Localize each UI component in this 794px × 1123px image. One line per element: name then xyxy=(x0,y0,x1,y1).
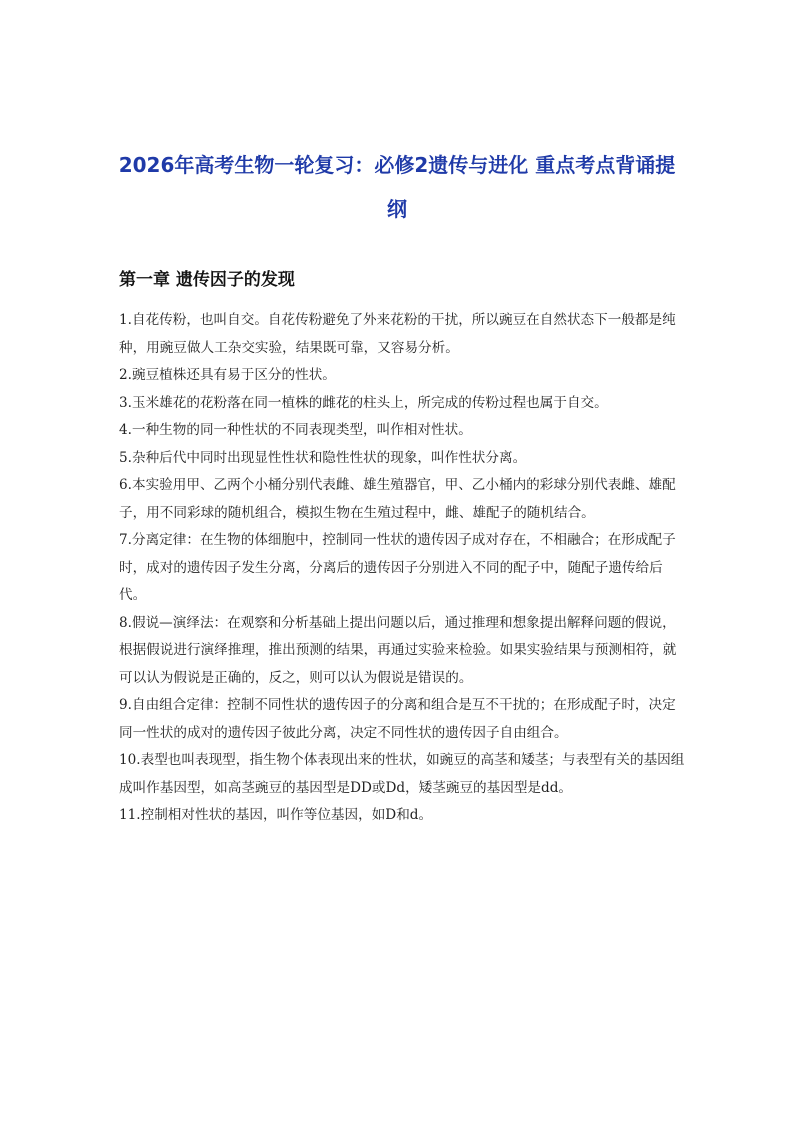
chapter-heading: 第一章 遗传因子的发现 xyxy=(119,270,295,290)
chapter-body xyxy=(119,307,685,830)
list-item: 6.本实验用甲、乙两个小桶分别代表雌、雄生殖器官，甲、乙小桶内的彩球分别代表雌、雄配子，用不同彩球的随机组合，模拟生物在生殖过程中，雌、雄配子的随机结合。 xyxy=(119,477,676,521)
list-item: 5.杂种后代中同时出现显性性状和隐性性状的现象，叫作性状分离。 xyxy=(119,449,527,466)
list-item: 1.自花传粉，也叫自交。自花传粉避免了外来花粉的干扰，所以豌豆在自然状态下一般都是纯种，用豌豆做人工杂交实验，结果既可靠，又容易分析。 xyxy=(119,312,676,356)
list-item: 10.表型也叫表现型，指生物个体表现出来的性状，如豌豆的高茎和矮茎；与表型有关的基因组成叫作基因型，如高茎豌豆的基因型是DD或Dd，矮茎豌豆的基因型是dd。 xyxy=(119,752,685,796)
list-item: 7.分离定律：在生物的体细胞中，控制同一性状的遗传因子成对存在，不相融合；在形成配子时，成对的遗传因子发生分离，分离后的遗传因子分别进入不同的配子中，随配子遗传给后代。 xyxy=(119,532,676,603)
list-item: 3.玉米雄花的花粉落在同一植株的雌花的柱头上，所完成的传粉过程也属于自交。 xyxy=(119,394,608,411)
list-item: 11.控制相对性状的基因，叫作等位基因，如D和d。 xyxy=(119,807,433,823)
list-item: 9.自由组合定律：控制不同性状的遗传因子的分离和组合是互不干扰的；在形成配子时，决定同一性状的成对的遗传因子彼此分离，决定不同性状的遗传因子自由组合。 xyxy=(119,697,676,741)
document-title: 2026年高考生物一轮复习：必修2遗传与进化 重点考点背诵提纲 xyxy=(118,153,676,221)
list-item: 4.一种生物的同一种性状的不同表现类型，叫作相对性状。 xyxy=(119,422,472,438)
list-item: 2.豌豆植株还具有易于区分的性状。 xyxy=(119,367,336,383)
list-item: 8.假说—演绎法：在观察和分析基础上提出问题以后，通过推理和想象提出解释问题的假说，根据假说进行演绎推理，推出预测的结果，再通过实验来检验。如果实验结果与预测相符，就可以认为假说是正确的，反之，则可以认为假说是错误的。 xyxy=(119,614,677,686)
